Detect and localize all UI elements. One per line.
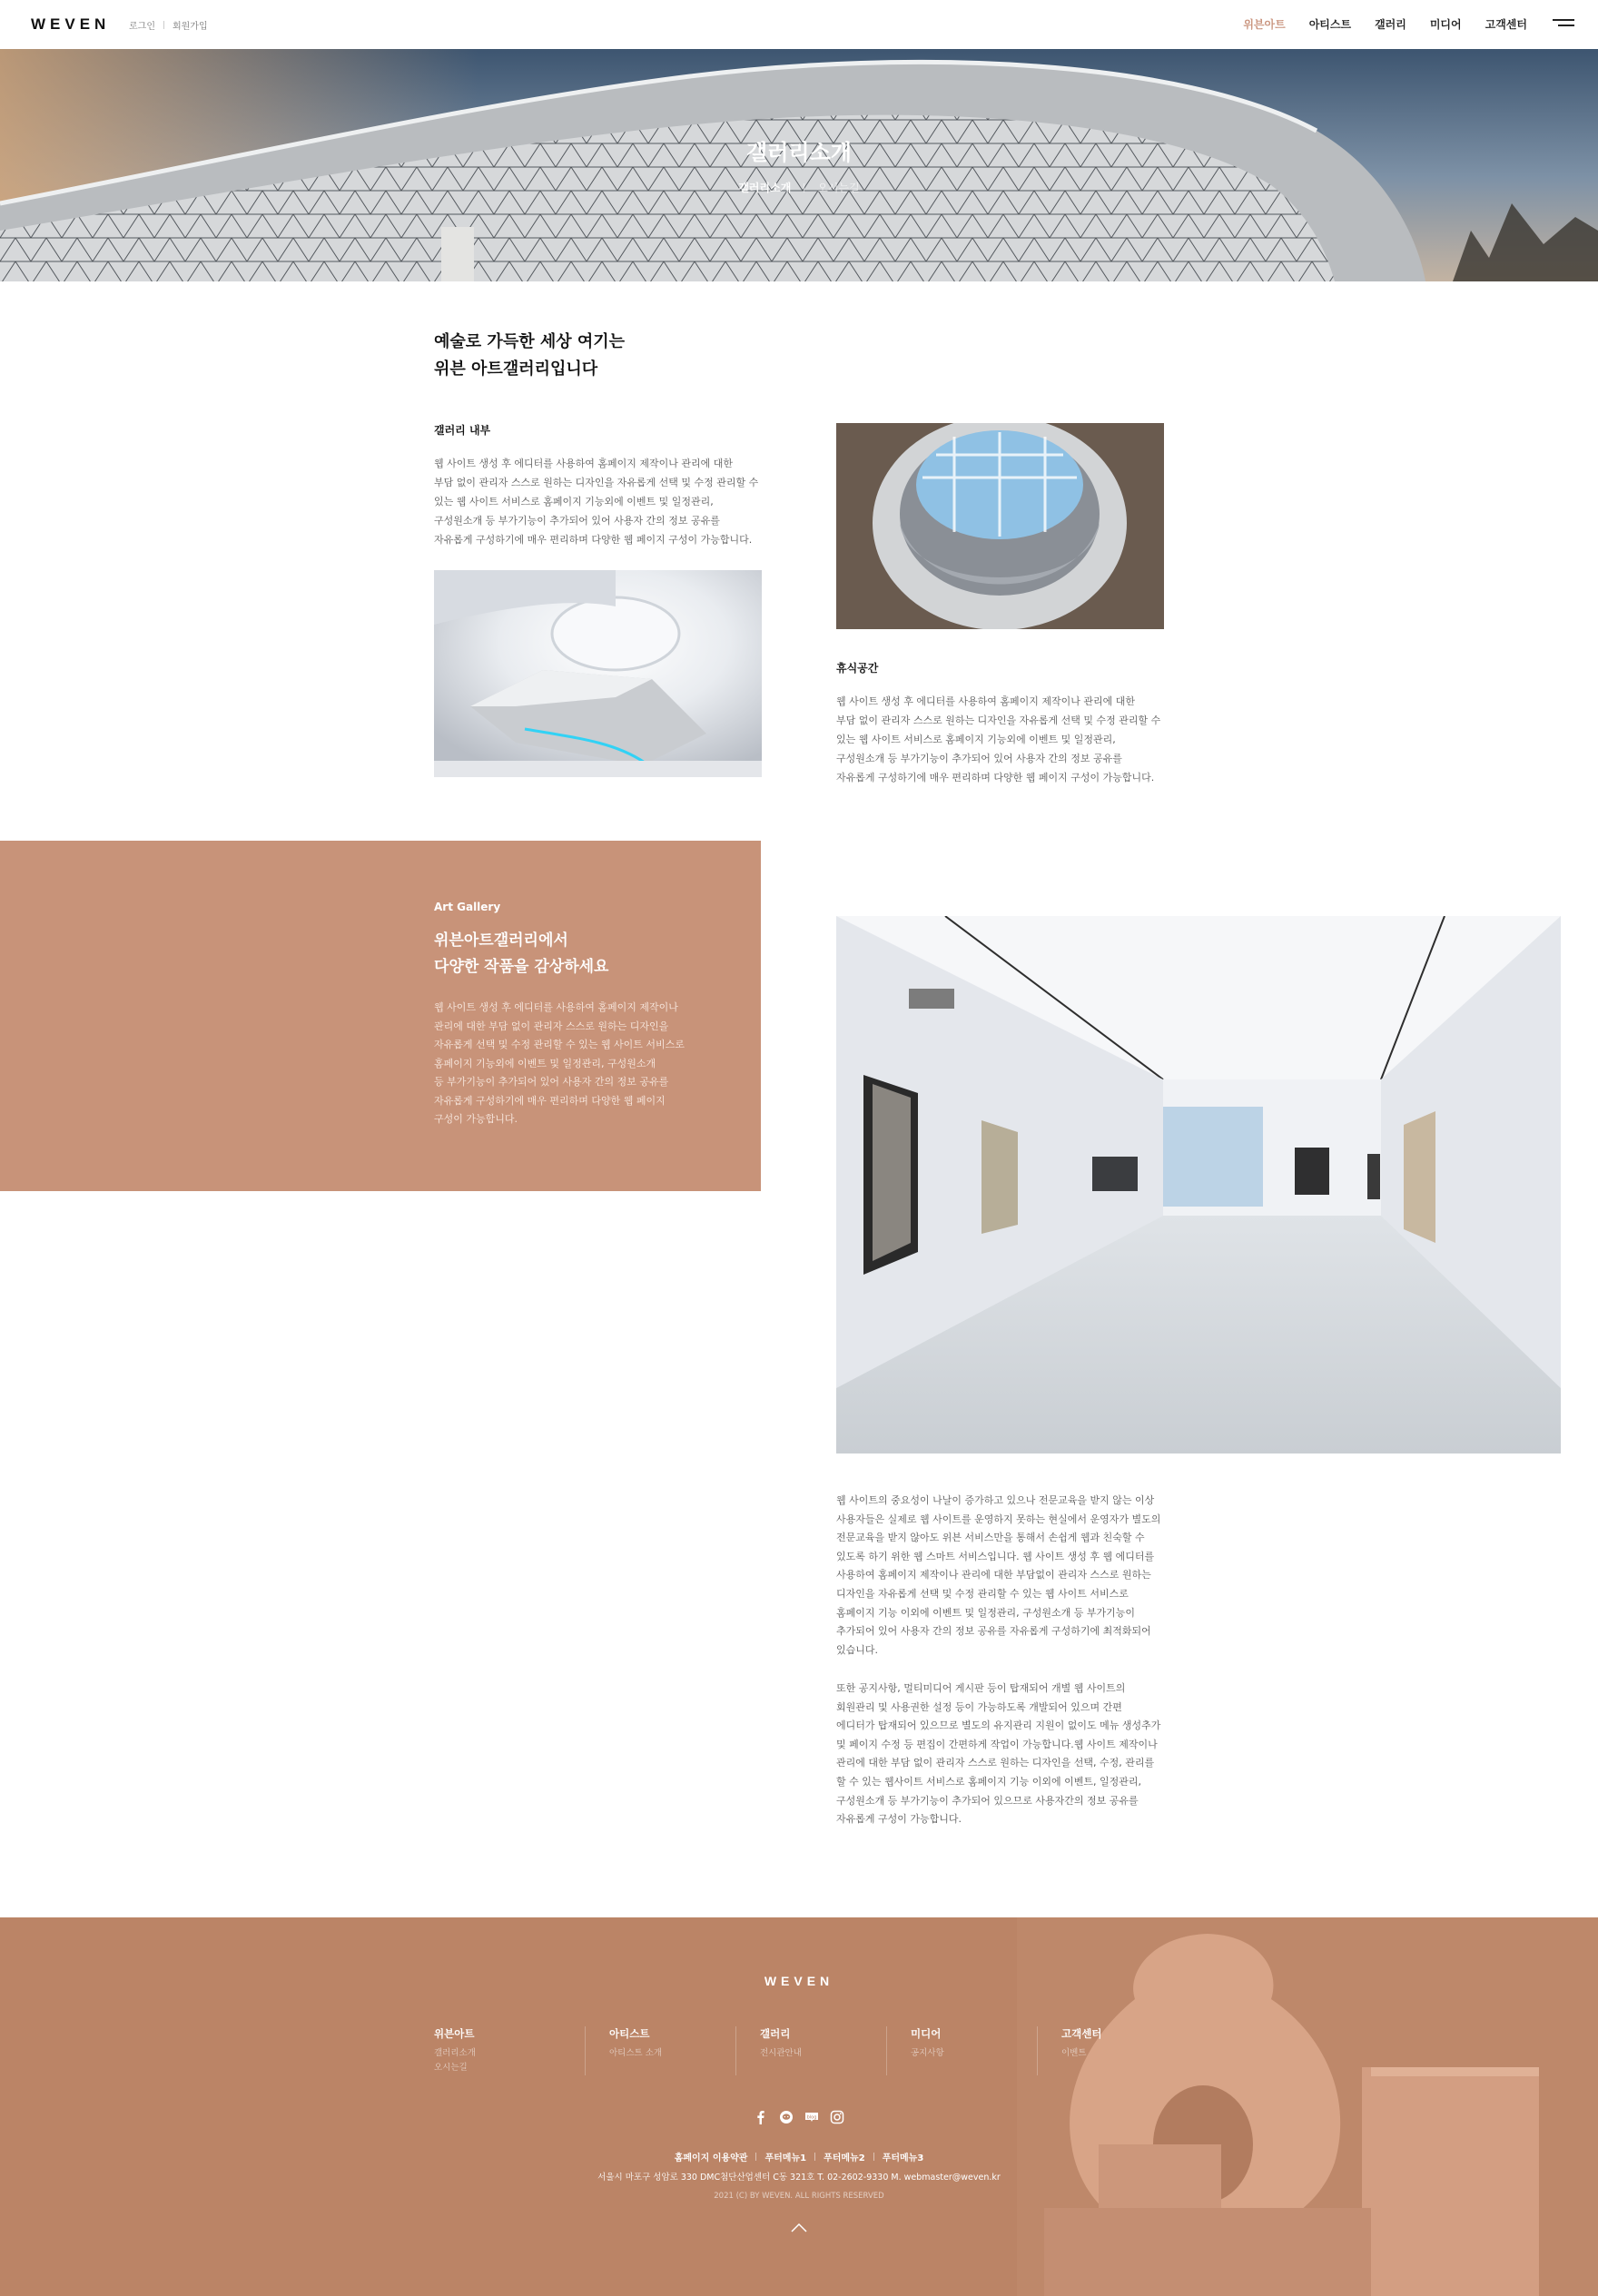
- terms-link[interactable]: 홈페이지 이용약관: [674, 2153, 748, 2163]
- art-gallery-text: [434, 999, 706, 1129]
- footer-col-artist: [585, 2026, 735, 2075]
- text-line: 웹 사이트의 중요성이 나날이 증가하고 있으나 전문교육을 받지 않는 이상: [836, 1494, 1155, 1506]
- intro-heading: [434, 329, 625, 383]
- tab-directions[interactable]: 오시는길: [817, 182, 860, 194]
- nav-item-gallery[interactable]: 갤러리: [1375, 18, 1406, 31]
- text-line: 또한 공지사항, 멀티미디어 게시판 등이 탑재되어 개별 웹 사이트의: [836, 1682, 1126, 1694]
- util-menu: [129, 18, 208, 32]
- text-line: 부담 없이 관리자 스스로 원하는 디자인을 자유롭게 선택 및 수정 관리할 수: [836, 714, 1161, 726]
- hero-visual: [0, 49, 1598, 281]
- footer-link[interactable]: 공지사항: [911, 2048, 944, 2058]
- text-line: 자유롭게 구성하기에 매우 편리하며 다양한 웹 페이지: [434, 1094, 666, 1107]
- footer-link[interactable]: 오시는길: [434, 2063, 468, 2073]
- nav-item-media[interactable]: 미디어: [1429, 18, 1462, 31]
- text-line: 및 페이지 수정 등 편집이 간편하게 작업이 가능합니다.웹 사이트 제작이나: [836, 1738, 1158, 1750]
- footer-link[interactable]: 갤러리소개: [434, 2048, 476, 2058]
- footer-logo[interactable]: WEVEN: [764, 1974, 834, 1988]
- menu-icon[interactable]: [1553, 19, 1574, 30]
- text-line: 에디터가 탑재되어 있으므로 별도의 유지관리 지원이 없이도 메뉴 생성추가: [836, 1720, 1161, 1732]
- text-line: 홈페이지 기능외에 이벤트 및 일정관리, 구성원소개: [434, 1057, 656, 1069]
- interior-section: [434, 422, 761, 549]
- text-line: 홈페이지 기능 이외에 이벤트 및 일정관리, 구성원소개 등 부가기능이: [836, 1606, 1135, 1619]
- text-line: 있는 웹 사이트 서비스로 홈페이지 기능외에 이벤트 및 일정관리,: [434, 496, 714, 507]
- text-line: 관리에 대한 부담 없이 관리자 스스로 원하는 디자인을 선택, 수정, 관리를: [836, 1757, 1155, 1769]
- text-line: 디자인을 자유롭게 선택 및 수정 관리할 수 있는 웹 사이트 서비스로: [836, 1587, 1129, 1600]
- company-info: 서울시 마포구 성암로 330 DMC첨단산업센터 C동 321호 T. 02-2602-9330 M. webmaster@weven.kr: [597, 2173, 1001, 2183]
- text-line: 추가되어 있어 사용자 간의 정보 공유를 자유롭게 구성하기에 최적화되어: [836, 1625, 1151, 1638]
- skylight-image: [836, 423, 1164, 629]
- footer-link-divider: [873, 2153, 874, 2161]
- text-line: 자유롭게 구성하기에 매우 편리하며 다양한 웹 페이지 구성이 가능합니다.: [836, 772, 1155, 783]
- main-nav: [1243, 16, 1527, 32]
- login-link[interactable]: 로그인: [129, 22, 155, 32]
- scroll-top-icon[interactable]: [790, 2221, 808, 2233]
- footer-col-weven-art: [434, 2026, 585, 2075]
- site-header: [0, 0, 1598, 49]
- site-logo[interactable]: WEVEN: [31, 15, 111, 33]
- lounge-title: 휴식공간: [836, 662, 879, 675]
- instagram-icon[interactable]: [830, 2110, 844, 2124]
- text-line: 있습니다.: [836, 1643, 879, 1656]
- footer-col-title[interactable]: 위븐아트: [434, 2027, 475, 2040]
- footer-link[interactable]: 이벤트: [1061, 2048, 1087, 2058]
- text-line: 웹 사이트 생성 후 에디터를 사용하여 홈페이지 제작이나: [434, 1001, 678, 1013]
- text-line: 있도록 하기 위한 웹 스마트 서비스입니다. 웹 사이트 생성 후 웹 에디터를: [836, 1550, 1155, 1562]
- facebook-icon[interactable]: [754, 2110, 768, 2124]
- description-para1: [836, 1492, 1199, 1660]
- gallery-interior-image: [434, 570, 762, 777]
- svg-text:blog: blog: [806, 2114, 817, 2121]
- footer-link[interactable]: 전시관안내: [760, 2048, 802, 2058]
- footer-link-divider: [814, 2153, 815, 2161]
- art-gallery-title: [434, 928, 608, 980]
- text-line: 자유롭게 구성하기에 매우 편리하며 다양한 웹 페이지 구성이 가능합니다.: [434, 534, 753, 546]
- footer-menu-1-link[interactable]: 푸터메뉴1: [764, 2153, 807, 2163]
- art-gallery-title-line2: 다양한 작품을 감상하세요: [434, 958, 609, 976]
- nav-item-weven-art[interactable]: 위븐아트: [1243, 18, 1286, 31]
- lounge-section: [836, 660, 1181, 787]
- nav-item-artist[interactable]: 아티스트: [1308, 18, 1352, 31]
- text-line: 있는 웹 사이트 서비스로 홈페이지 기능외에 이벤트 및 일정관리,: [836, 734, 1116, 745]
- text-line: 구성이 가능합니다.: [434, 1113, 518, 1125]
- art-gallery-label: Art Gallery: [434, 901, 501, 913]
- exhibition-hall-image: [836, 916, 1561, 1453]
- footer-menu-2-link[interactable]: 푸터메뉴2: [824, 2153, 865, 2163]
- nav-item-support[interactable]: 고객센터: [1485, 18, 1527, 31]
- blog-icon[interactable]: [804, 2110, 819, 2124]
- tab-gallery-intro[interactable]: 갤러리소개: [738, 182, 792, 194]
- art-gallery-title-line1: 위븐아트갤러리에서: [434, 931, 568, 950]
- intro-heading-line2: 위븐 아트갤러리입니다: [434, 360, 598, 379]
- text-line: 전문교육을 받지 않아도 위븐 서비스만을 통해서 손쉽게 웹과 친숙할 수: [836, 1532, 1145, 1544]
- text-line: 자유롭게 구성이 가능합니다.: [836, 1813, 962, 1826]
- text-line: 관리에 대한 부담 없이 관리자 스스로 원하는 디자인을: [434, 1020, 669, 1032]
- footer-col-title[interactable]: 미디어: [911, 2027, 942, 2040]
- page-title: 갤러리소개: [746, 140, 852, 165]
- footer-nav: [434, 2026, 1188, 2075]
- text-line: 부담 없이 관리자 스스로 원하는 디자인을 자유롭게 선택 및 수정 관리할 수: [434, 477, 759, 488]
- text-line: 할 수 있는 웹사이트 서비스로 홈페이지 기능 이외에 이벤트, 일정관리,: [836, 1775, 1141, 1788]
- intro-heading-line1: 예술로 가득한 세상 여기는: [434, 332, 626, 351]
- text-line: 사용하여 홈페이지 제작이나 관리에 대한 부담없이 관리자 스스로 원하는: [836, 1569, 1151, 1582]
- util-divider: [163, 21, 164, 29]
- footer-col-support: [1037, 2026, 1188, 2075]
- copyright: 2021 (C) BY WEVEN. ALL RIGHTS RESERVED: [714, 2192, 884, 2201]
- text-line: 자유롭게 선택 및 수정 관리할 수 있는 웹 사이트 서비스로: [434, 1039, 685, 1050]
- text-line: 회원관리 및 사용권한 설정 등이 가능하도록 개발되어 있으며 간편: [836, 1700, 1122, 1713]
- footer-col-title[interactable]: 갤러리: [760, 2027, 791, 2040]
- interior-title: 갤러리 내부: [434, 424, 491, 437]
- sub-tabs: [0, 180, 1598, 195]
- text-line: 구성원소개 등 부가기능이 추가되어 있어 사용자 간의 정보 공유를: [434, 515, 720, 527]
- footer-link[interactable]: 아티스트 소개: [609, 2048, 663, 2058]
- text-line: 구성원소개 등 부가기능이 추가되어 있어 사용자 간의 정보 공유를: [836, 753, 1122, 764]
- description-para2: [836, 1680, 1199, 1829]
- lounge-text: [836, 692, 1181, 787]
- footer-col-title[interactable]: 아티스트: [609, 2027, 650, 2040]
- site-footer: [0, 1917, 1598, 2296]
- signup-link[interactable]: 회원가입: [172, 22, 208, 32]
- footer-col-gallery: [735, 2026, 886, 2075]
- interior-text: [434, 454, 761, 549]
- text-line: 사용자들은 실제로 웹 사이트를 운영하지 못하는 현실에서 운영자가 별도의: [836, 1513, 1161, 1525]
- text-line: 웹 사이트 생성 후 에디터를 사용하여 홈페이지 제작이나 관리에 대한: [836, 695, 1135, 707]
- text-line: 구성원소개 등 부가기능이 추가되어 있으므로 사용자간의 정보 공유를: [836, 1794, 1139, 1807]
- footer-menu-3-link[interactable]: 푸터메뉴3: [882, 2153, 924, 2163]
- kakao-icon[interactable]: [779, 2110, 794, 2124]
- text-line: 등 부가기능이 추가되어 있어 사용자 간의 정보 공유를: [434, 1076, 669, 1088]
- sns-links: [0, 2110, 1598, 2124]
- footer-col-title[interactable]: 고객센터: [1061, 2027, 1102, 2040]
- footer-col-media: [886, 2026, 1037, 2075]
- footer-links: [0, 2150, 1598, 2163]
- footer-link-divider: [755, 2153, 756, 2161]
- text-line: 웹 사이트 생성 후 에디터를 사용하여 홈페이지 제작이나 관리에 대한: [434, 458, 733, 469]
